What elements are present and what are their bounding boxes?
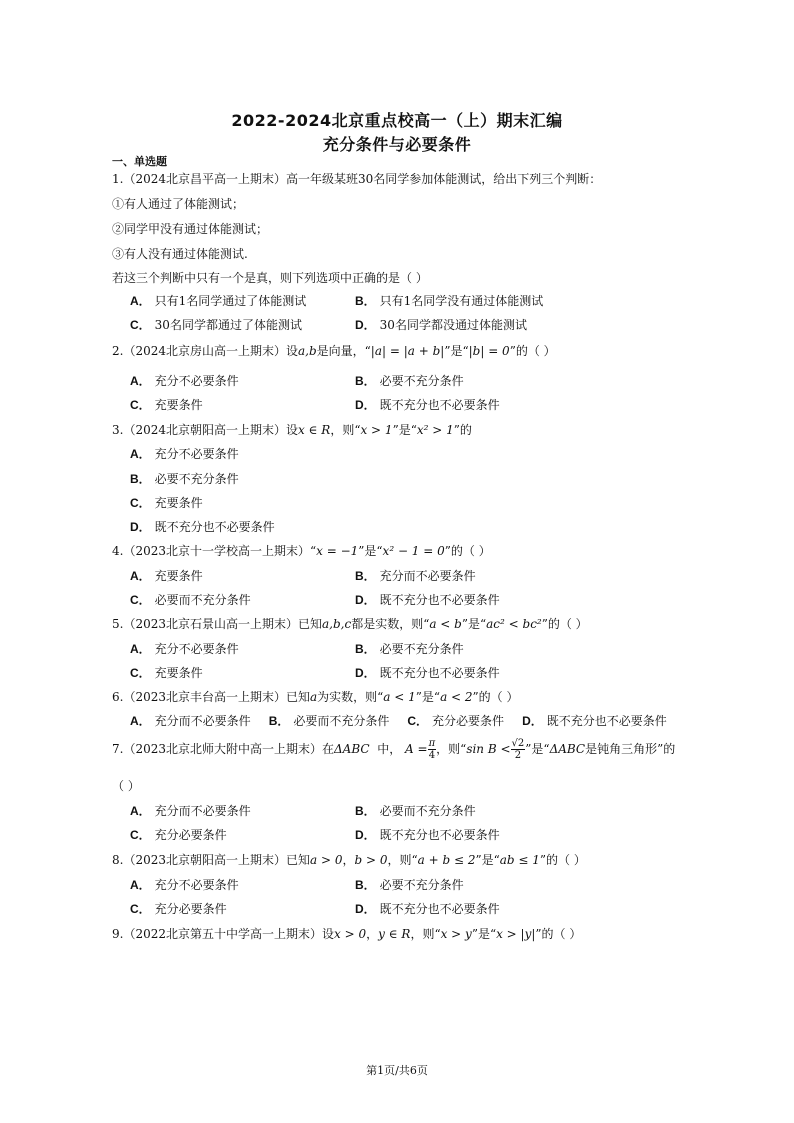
page-footer: 第1页/共6页 xyxy=(366,1064,428,1077)
q8-option-c[interactable]: C． 充分必要条件 xyxy=(130,902,227,916)
q7-stem: 7.（2023北京北师大附中高一上期末）在ΔABC 中， A = $\frac{\pi}{4}$ ，则“sin B < $\frac{√2}{2}$ ”是“ΔABC是钝角三角形”的 xyxy=(112,738,676,761)
q4-option-b[interactable]: B． 充分而不必要条件 xyxy=(355,569,476,583)
q3-option-d[interactable]: D． 既不充分也不必要条件 xyxy=(130,520,275,534)
q5-option-c[interactable]: C． 充要条件 xyxy=(130,666,203,680)
q2-option-a[interactable]: A． 充分不必要条件 xyxy=(130,374,239,388)
q9-stem: 9.（2022北京第五十中学高一上期末）设x > 0，y ∈ R，则“x > y”是“x > |y|”的（ ） xyxy=(112,927,582,941)
q5-option-b[interactable]: B． 必要不充分条件 xyxy=(355,642,464,656)
q1-question: 若这三个判断中只有一个是真，则下列选项中正确的是（ ） xyxy=(112,271,428,285)
document-title: 2022-2024北京重点校高一（上）期末汇编 xyxy=(231,111,563,130)
q1-option-c[interactable]: C． 30名同学都通过了体能测试 xyxy=(130,318,302,332)
q6-option-c[interactable]: C． 充分必要条件 xyxy=(407,714,505,728)
q3-option-b[interactable]: B． 必要不充分条件 xyxy=(130,472,239,486)
q1-option-b[interactable]: B． 只有1名同学没有通过体能测试 xyxy=(355,294,544,308)
q1-option-a[interactable]: A． 只有1名同学通过了体能测试 xyxy=(130,294,307,308)
q6-options-row xyxy=(130,712,685,729)
q1-option-d[interactable]: D． 30名同学都没通过体能测试 xyxy=(355,318,527,332)
q1-judgment-2: ②同学甲没有通过体能测试； xyxy=(112,222,269,236)
q7-paren: （ ） xyxy=(112,779,140,793)
q6-stem: 6.（2023北京丰台高一上期末）已知a为实数，则“a < 1”是“a < 2”的（ ） xyxy=(112,690,519,704)
q3-option-a[interactable]: A． 充分不必要条件 xyxy=(130,447,239,461)
q8-option-a[interactable]: A． 充分不必要条件 xyxy=(130,878,239,892)
q4-stem: 4.（2023北京十一学校高一上期末）“x = −1”是“x² − 1 = 0”的（ ） xyxy=(112,544,491,558)
q1-judgment-1: ①有人通过了体能测试； xyxy=(112,197,245,211)
q5-stem: 5.（2023北京石景山高一上期末）已知a,b,c都是实数，则“a < b”是“ac² < bc²”的（ ） xyxy=(112,617,588,631)
q2-stem: 2.（2024北京房山高一上期末）设a,b是向量，“|a| = |a + b|”是“|b| = 0”的（ ） xyxy=(112,344,556,358)
q5-option-d[interactable]: D． 既不充分也不必要条件 xyxy=(355,666,500,680)
q3-option-c[interactable]: C． 充要条件 xyxy=(130,496,203,510)
document-subtitle: 充分条件与必要条件 xyxy=(322,135,472,154)
section-heading: 一、单选题 xyxy=(112,155,167,168)
q4-option-a[interactable]: A． 充要条件 xyxy=(130,569,203,583)
q7-option-c[interactable]: C． 充分必要条件 xyxy=(130,828,227,842)
q1-stem: 1.（2024北京昌平高一上期末）高一年级某班30名同学参加体能测试，给出下列三个判断： xyxy=(112,172,602,186)
q7-option-d[interactable]: D． 既不充分也不必要条件 xyxy=(355,828,500,842)
q2-option-c[interactable]: C． 充要条件 xyxy=(130,398,203,412)
q8-option-d[interactable]: D． 既不充分也不必要条件 xyxy=(355,902,500,916)
q8-option-b[interactable]: B． 必要不充分条件 xyxy=(355,878,464,892)
q1-judgment-3: ③有人没有通过体能测试. xyxy=(112,247,248,261)
q7-option-b[interactable]: B． 必要而不充分条件 xyxy=(355,804,476,818)
q6-option-d[interactable]: D． 既不充分也不必要条件 xyxy=(522,714,667,728)
q3-stem: 3.（2024北京朝阳高一上期末）设x ∈ R，则“x > 1”是“x² > 1”的 xyxy=(112,423,472,437)
q6-option-a[interactable]: A． 充分而不必要条件 xyxy=(130,714,251,728)
q2-option-d[interactable]: D． 既不充分也不必要条件 xyxy=(355,398,500,412)
q2-option-b[interactable]: B． 必要不充分条件 xyxy=(355,374,464,388)
q6-option-b[interactable]: B． 必要而不充分条件 xyxy=(268,714,390,728)
q4-option-d[interactable]: D． 既不充分也不必要条件 xyxy=(355,593,500,607)
q4-option-c[interactable]: C． 必要而不充分条件 xyxy=(130,593,251,607)
q7-option-a[interactable]: A． 充分而不必要条件 xyxy=(130,804,251,818)
q8-stem: 8.（2023北京朝阳高一上期末）已知a > 0，b > 0，则“a + b ≤ 2”是“ab ≤ 1”的（ ） xyxy=(112,853,586,867)
q5-option-a[interactable]: A． 充分不必要条件 xyxy=(130,642,239,656)
